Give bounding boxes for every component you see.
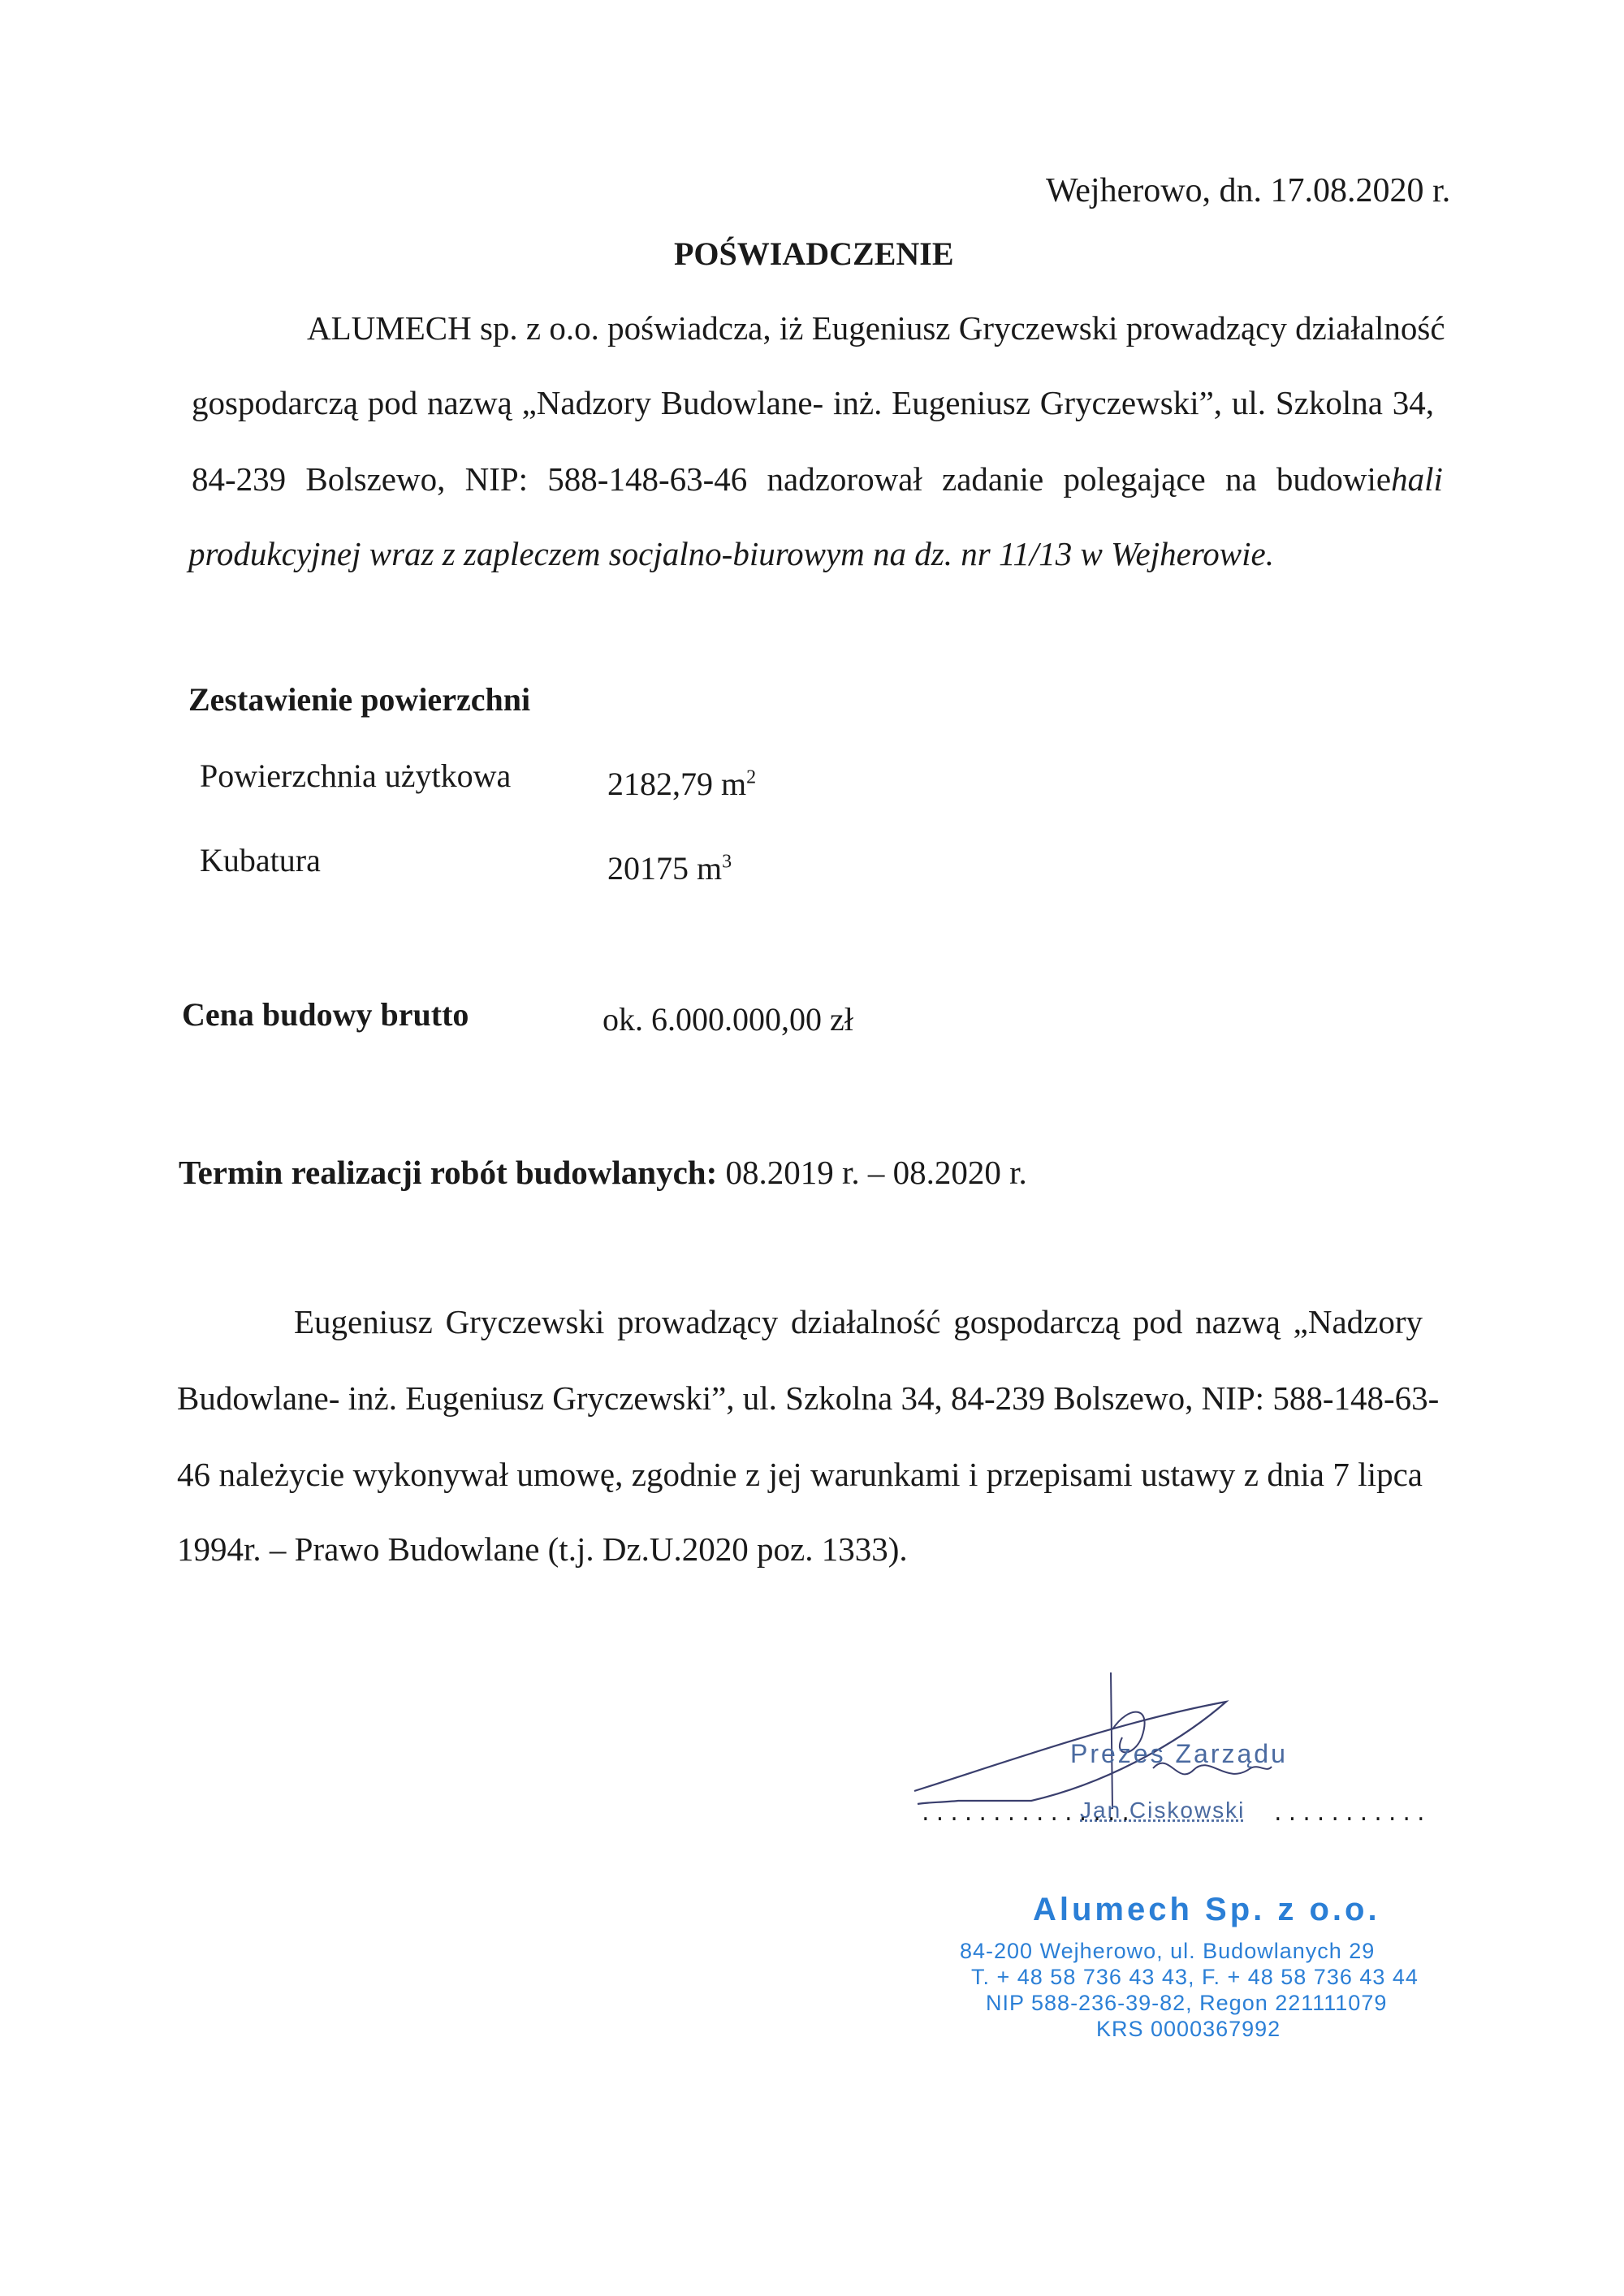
signature-dots-right: ........... [1272,1802,1429,1827]
closing-line-1: Eugeniusz Gryczewski prowadzący działalność gospodarczą pod nazwą „Nadzory [294,1303,1423,1340]
stamp-krs: KRS 0000367992 [1096,2017,1281,2041]
document-title: POŚWIADCZENIE [674,235,954,272]
place-date: Wejherowo, dn. 17.08.2020 r. [1046,172,1451,209]
company-stamp [947,1892,1434,2054]
signature-name: Jan Ciskowski [1080,1798,1246,1823]
area-value-volume: 20175 $m^3$ [607,850,732,887]
intro-line-2: gospodarczą pod nazwą „Nadzory Budowlane- inż. Eugeniusz Gryczewski”, ul. Szkolna 34, [192,384,1434,421]
closing-line-4: 1994r. – Prawo Budowlane (t.j. Dz.U.2020 poz. 1333). [177,1530,908,1568]
stamp-phones: T. + 48 58 736 43 43, F. + 48 58 736 43 44 [971,1965,1419,1989]
signature-dots-left: ............... [919,1802,1134,1827]
area-label-usable: Powierzchnia użytkowa [200,757,512,794]
term-label: Termin realizacji robót budowlanych: [179,1154,718,1191]
term-line [179,1153,1027,1192]
intro-line-1: ALUMECH sp. z o.o. poświadcza, iż Eugeniusz Gryczewski prowadzący działalność [307,309,1445,347]
area-label-volume: Kubatura [200,842,321,878]
stamp-ids: NIP 588-236-39-82, Regon 221111079 [986,1991,1388,2015]
signature-role: Prezes Zarządu [1070,1739,1288,1768]
areas-heading: Zestawienie powierzchni [188,681,531,718]
term-value: 08.2019 r. – 08.2020 r. [725,1154,1027,1191]
stamp-company: Alumech Sp. z o.o. [1033,1892,1380,1927]
closing-line-2: Budowlane- inż. Eugeniusz Gryczewski”, ul. Szkolna 34, 84-239 Bolszewo, NIP: 588-148-63- [177,1379,1440,1417]
intro-line-3 [192,460,1443,498]
closing-line-3: 46 należycie wykonywał umowę, zgodnie z jej warunkami i przepisami ustawy z dnia 7 lipca [177,1456,1423,1493]
intro-line-3-italic: hali [1391,460,1443,498]
price-value: ok. 6.000.000,00 zł [603,1001,853,1038]
price-label: Cena budowy brutto [182,996,469,1033]
intro-line-3-plain: 84-239 Bolszewo, NIP: 588-148-63-46 nadzorował zadanie polegające na budowie [192,460,1392,498]
area-value-usable: 2182,79 $m^2$ [607,766,757,802]
intro-line-4: produkcyjnej wraz z zapleczem socjalno-biurowym na dz. nr 11/13 w Wejherowie. [188,535,1274,572]
stamp-address: 84-200 Wejherowo, ul. Budowlanych 29 [960,1939,1376,1963]
